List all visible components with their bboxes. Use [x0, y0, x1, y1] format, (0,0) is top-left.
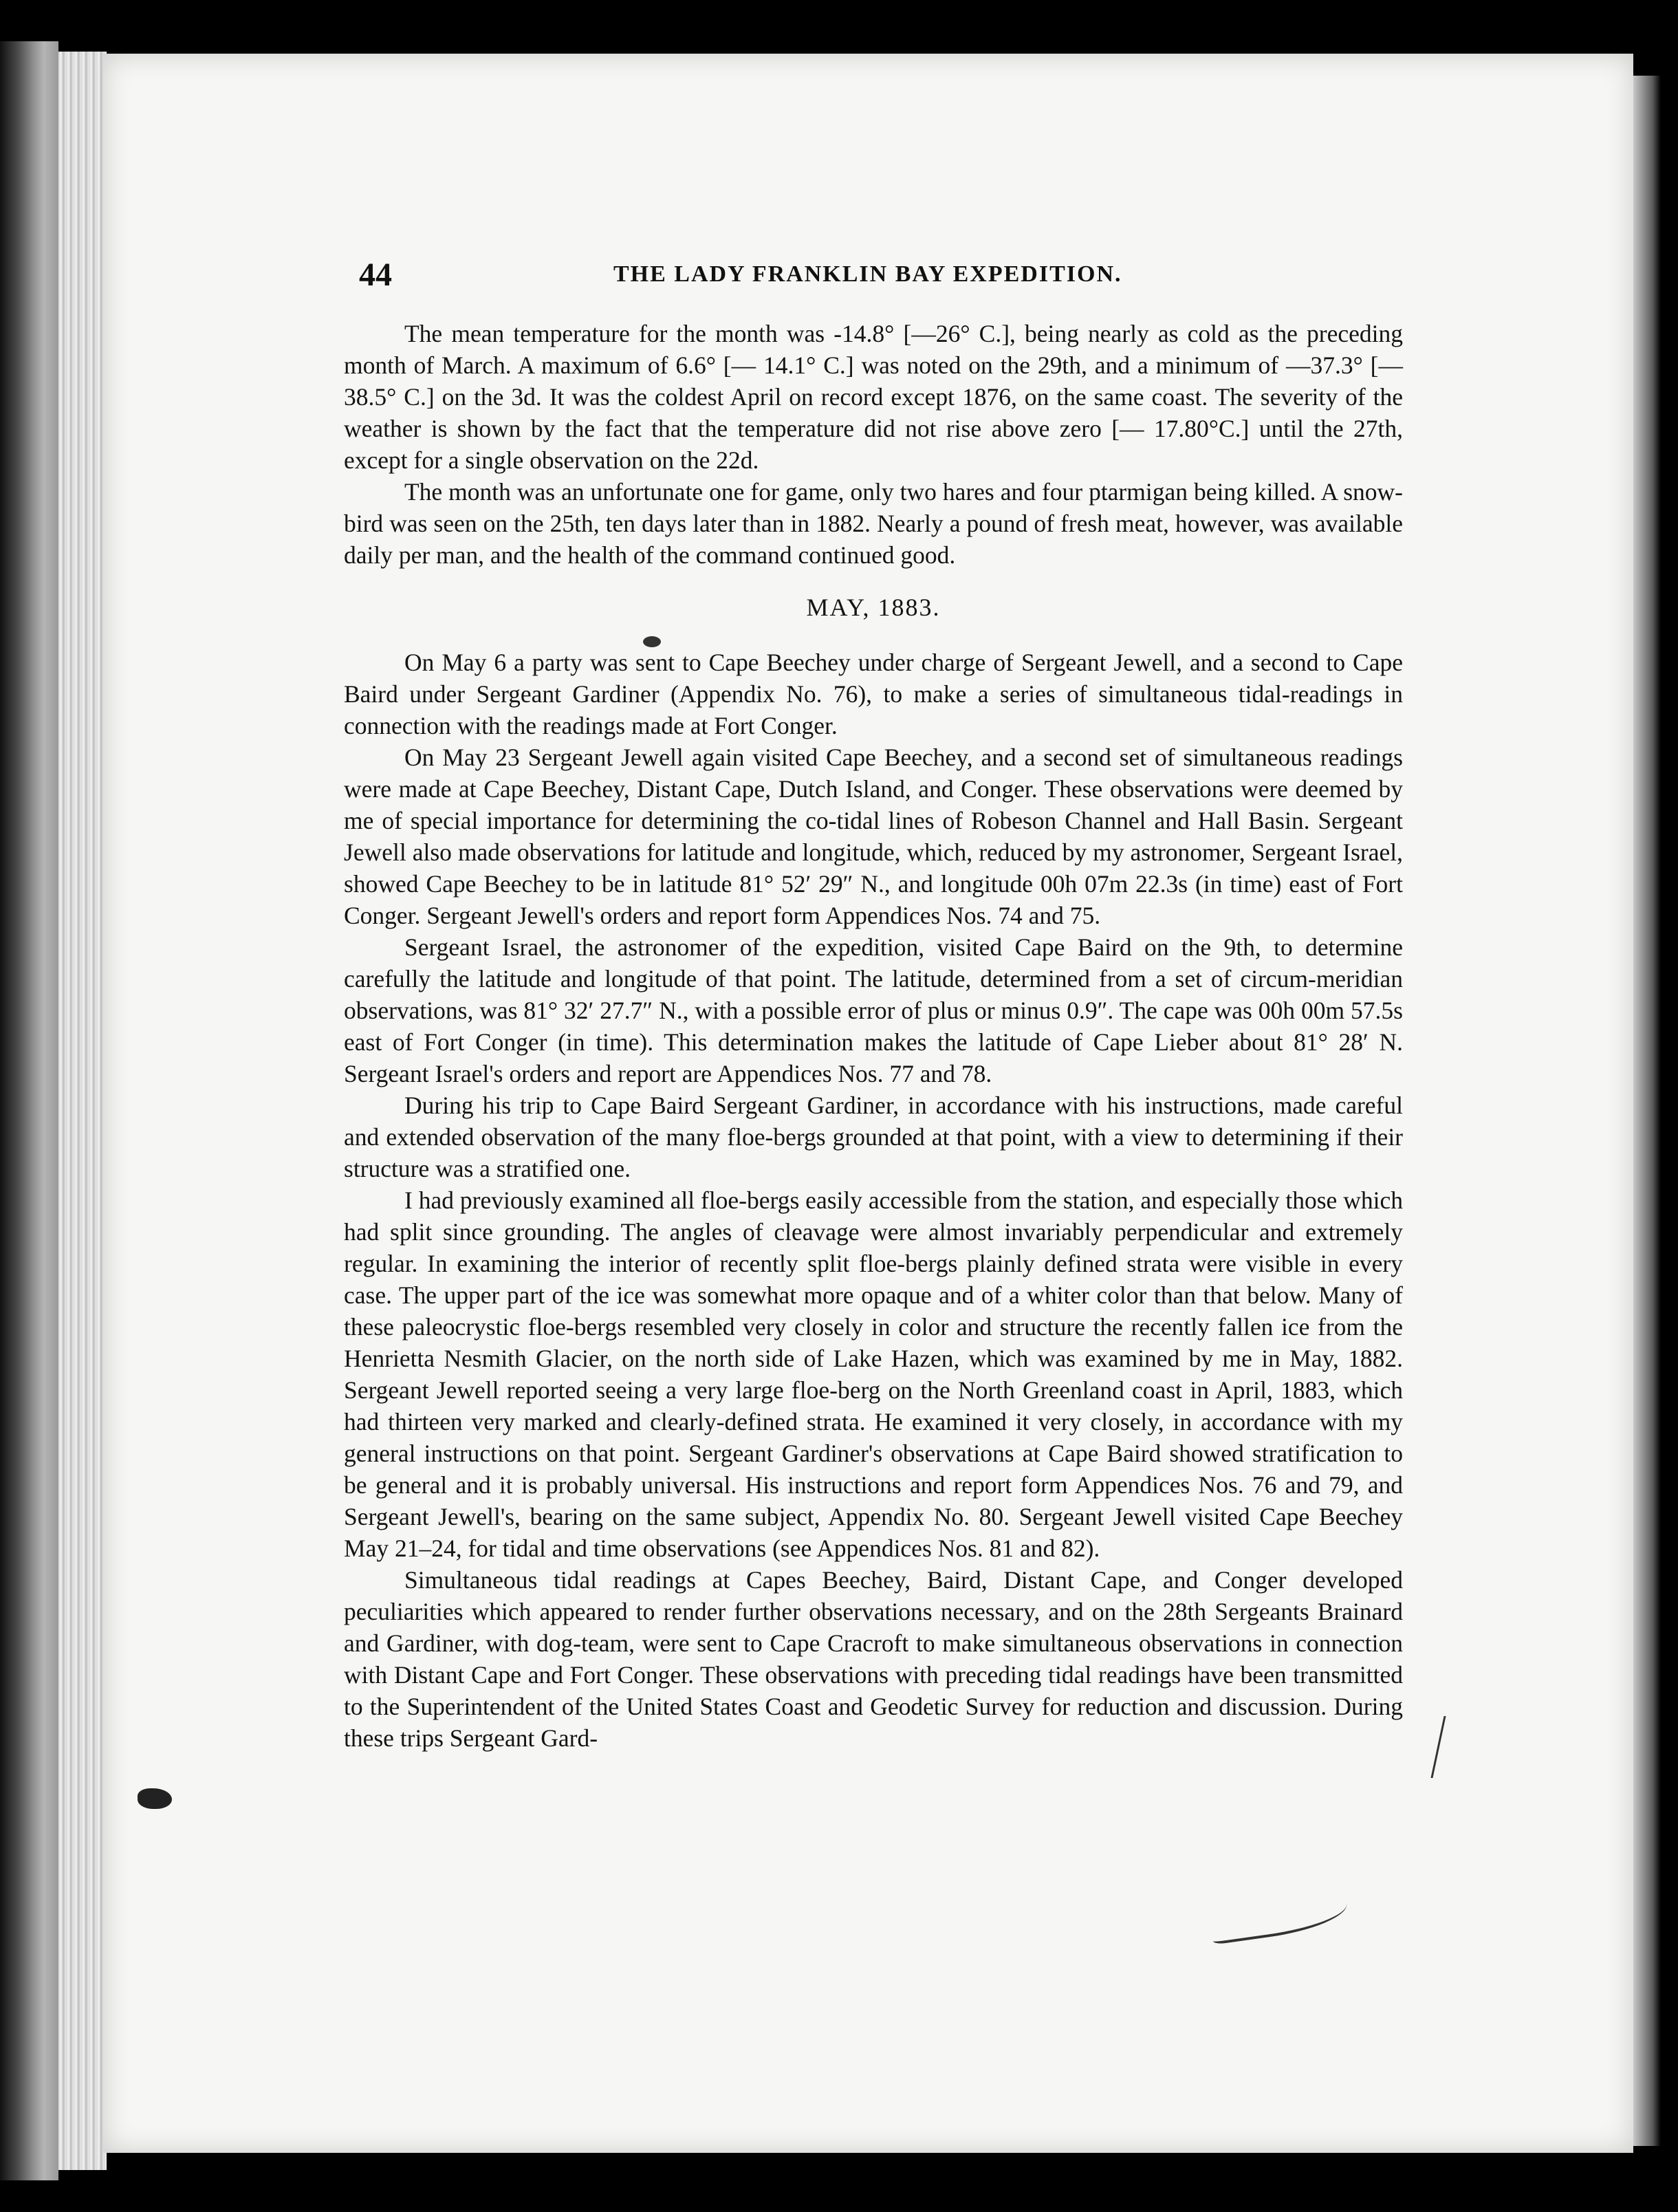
page-body [344, 318, 1403, 1754]
page-number: 44 [359, 257, 392, 293]
page-edges [58, 52, 107, 2170]
running-head: THE LADY FRANKLIN BAY EXPEDITION. [613, 261, 1122, 287]
paragraph: Simultaneous tidal readings at Capes Beechey, Baird, Distant Cape, and Conger developed peculiarities which appeared to render further observations necessary, and on the 28th Sergeants Brainard and Gardiner, with dog-team, were sent to Cape Cracroft to make simultaneous observations in connection with Distant Cape and Fort Conger. These observations with preceding tidal readings have been transmitted to the Superintendent of the United States Coast and Geodetic Survey for reduction and discussion. During these trips Sergeant Gard- [344, 1566, 1403, 1752]
ink-blot [138, 1788, 172, 1809]
paragraph: On May 6 a party was sent to Cape Beechey under charge of Sergeant Jewell, and a second to Cape Baird under Sergeant Gardiner (Appendix No. 76), to make a series of simultaneous tidal-readings in connection with the readings made at Fort Conger. [344, 649, 1403, 739]
paragraph: During his trip to Cape Baird Sergeant Gardiner, in accordance with his instructions, made careful and extended observation of the many floe-bergs grounded at that point, with a view to determining if their structure was a stratified one. [344, 1092, 1403, 1182]
section-heading: MAY, 1883. [806, 594, 941, 621]
paragraph: I had previously examined all floe-bergs easily accessible from the station, and especially those which had split since grounding. The angles of cleavage were almost invariably perpendicular and extremely regular. In examining the interior of recently split floe-bergs plainly defined strata were visible in every case. The upper part of the ice was somewhat more opaque and of a whiter color than that below. Many of these paleocrystic floe-bergs resembled very closely in color and structure the recently fallen ice from the Henrietta Nesmith Glacier, on the north side of Lake Hazen, which was examined by me in May, 1882. Sergeant Jewell reported seeing a very large floe-berg on the North Greenland coast in April, 1883, which had thirteen very marked and clearly-defined strata. He examined it very closely, in accordance with my general instructions on that point. Sergeant Gardiner's observations at Cape Baird showed stratification to be general and it is probably universal. His instructions and report form Appendices Nos. 76 and 79, and Sergeant Jewell's, bearing on the same subject, Appendix No. 80. Sergeant Jewell visited Cape Beechey May 21–24, for tidal and time observations (see Appendices Nos. 81 and 82). [344, 1186, 1403, 1562]
paragraph: On May 23 Sergeant Jewell again visited Cape Beechey, and a second set of simultaneous readings were made at Cape Beechey, Distant Cape, Dutch Island, and Conger. These observations were deemed by me of special importance for determining the co-tidal lines of Robeson Channel and Hall Basin. Sergeant Jewell also made observations for latitude and longitude, which, reduced by my astronomer, Sergeant Israel, showed Cape Beechey to be in latitude 81° 52′ 29″ N., and longitude 00h 07m 22.3s (in time) east of Fort Conger. Sergeant Jewell's orders and report form Appendices Nos. 74 and 75. [344, 744, 1403, 929]
page-header [359, 256, 1391, 297]
book-spine [0, 41, 58, 2180]
paragraph: The month was an unfortunate one for game, only two hares and four ptarmigan being killed. A snow-bird was seen on the 25th, ten days later than in 1882. Nearly a pound of fresh meat, however, was available daily per man, and the health of the command continued good. [344, 478, 1403, 569]
paragraph: The mean temperature for the month was -14.8° [—26° C.], being nearly as cold as the preceding month of March. A maximum of 6.6° [— 14.1° C.] was noted on the 29th, and a minimum of —37.3° [— 38.5° C.] on the 3d. It was the coldest April on record except 1876, on the same coast. The severity of the weather is shown by the fact that the temperature did not rise above zero [— 17.80°C.] until the 27th, except for a single observation on the 22d. [344, 320, 1403, 474]
ink-smudge [643, 636, 661, 647]
right-page-edge [1633, 76, 1661, 2146]
paragraph: Sergeant Israel, the astronomer of the expedition, visited Cape Baird on the 9th, to determine carefully the latitude and longitude of that point. The latitude, determined from a set of circum-meridian observations, was 81° 32′ 27.7″ N., with a possible error of plus or minus 0.9″. The cape was 00h 00m 57.5s east of Fort Conger (in time). This determination makes the latitude of Cape Lieber about 81° 28′ N. Sergeant Israel's orders and report are Appendices Nos. 77 and 78. [344, 933, 1403, 1087]
